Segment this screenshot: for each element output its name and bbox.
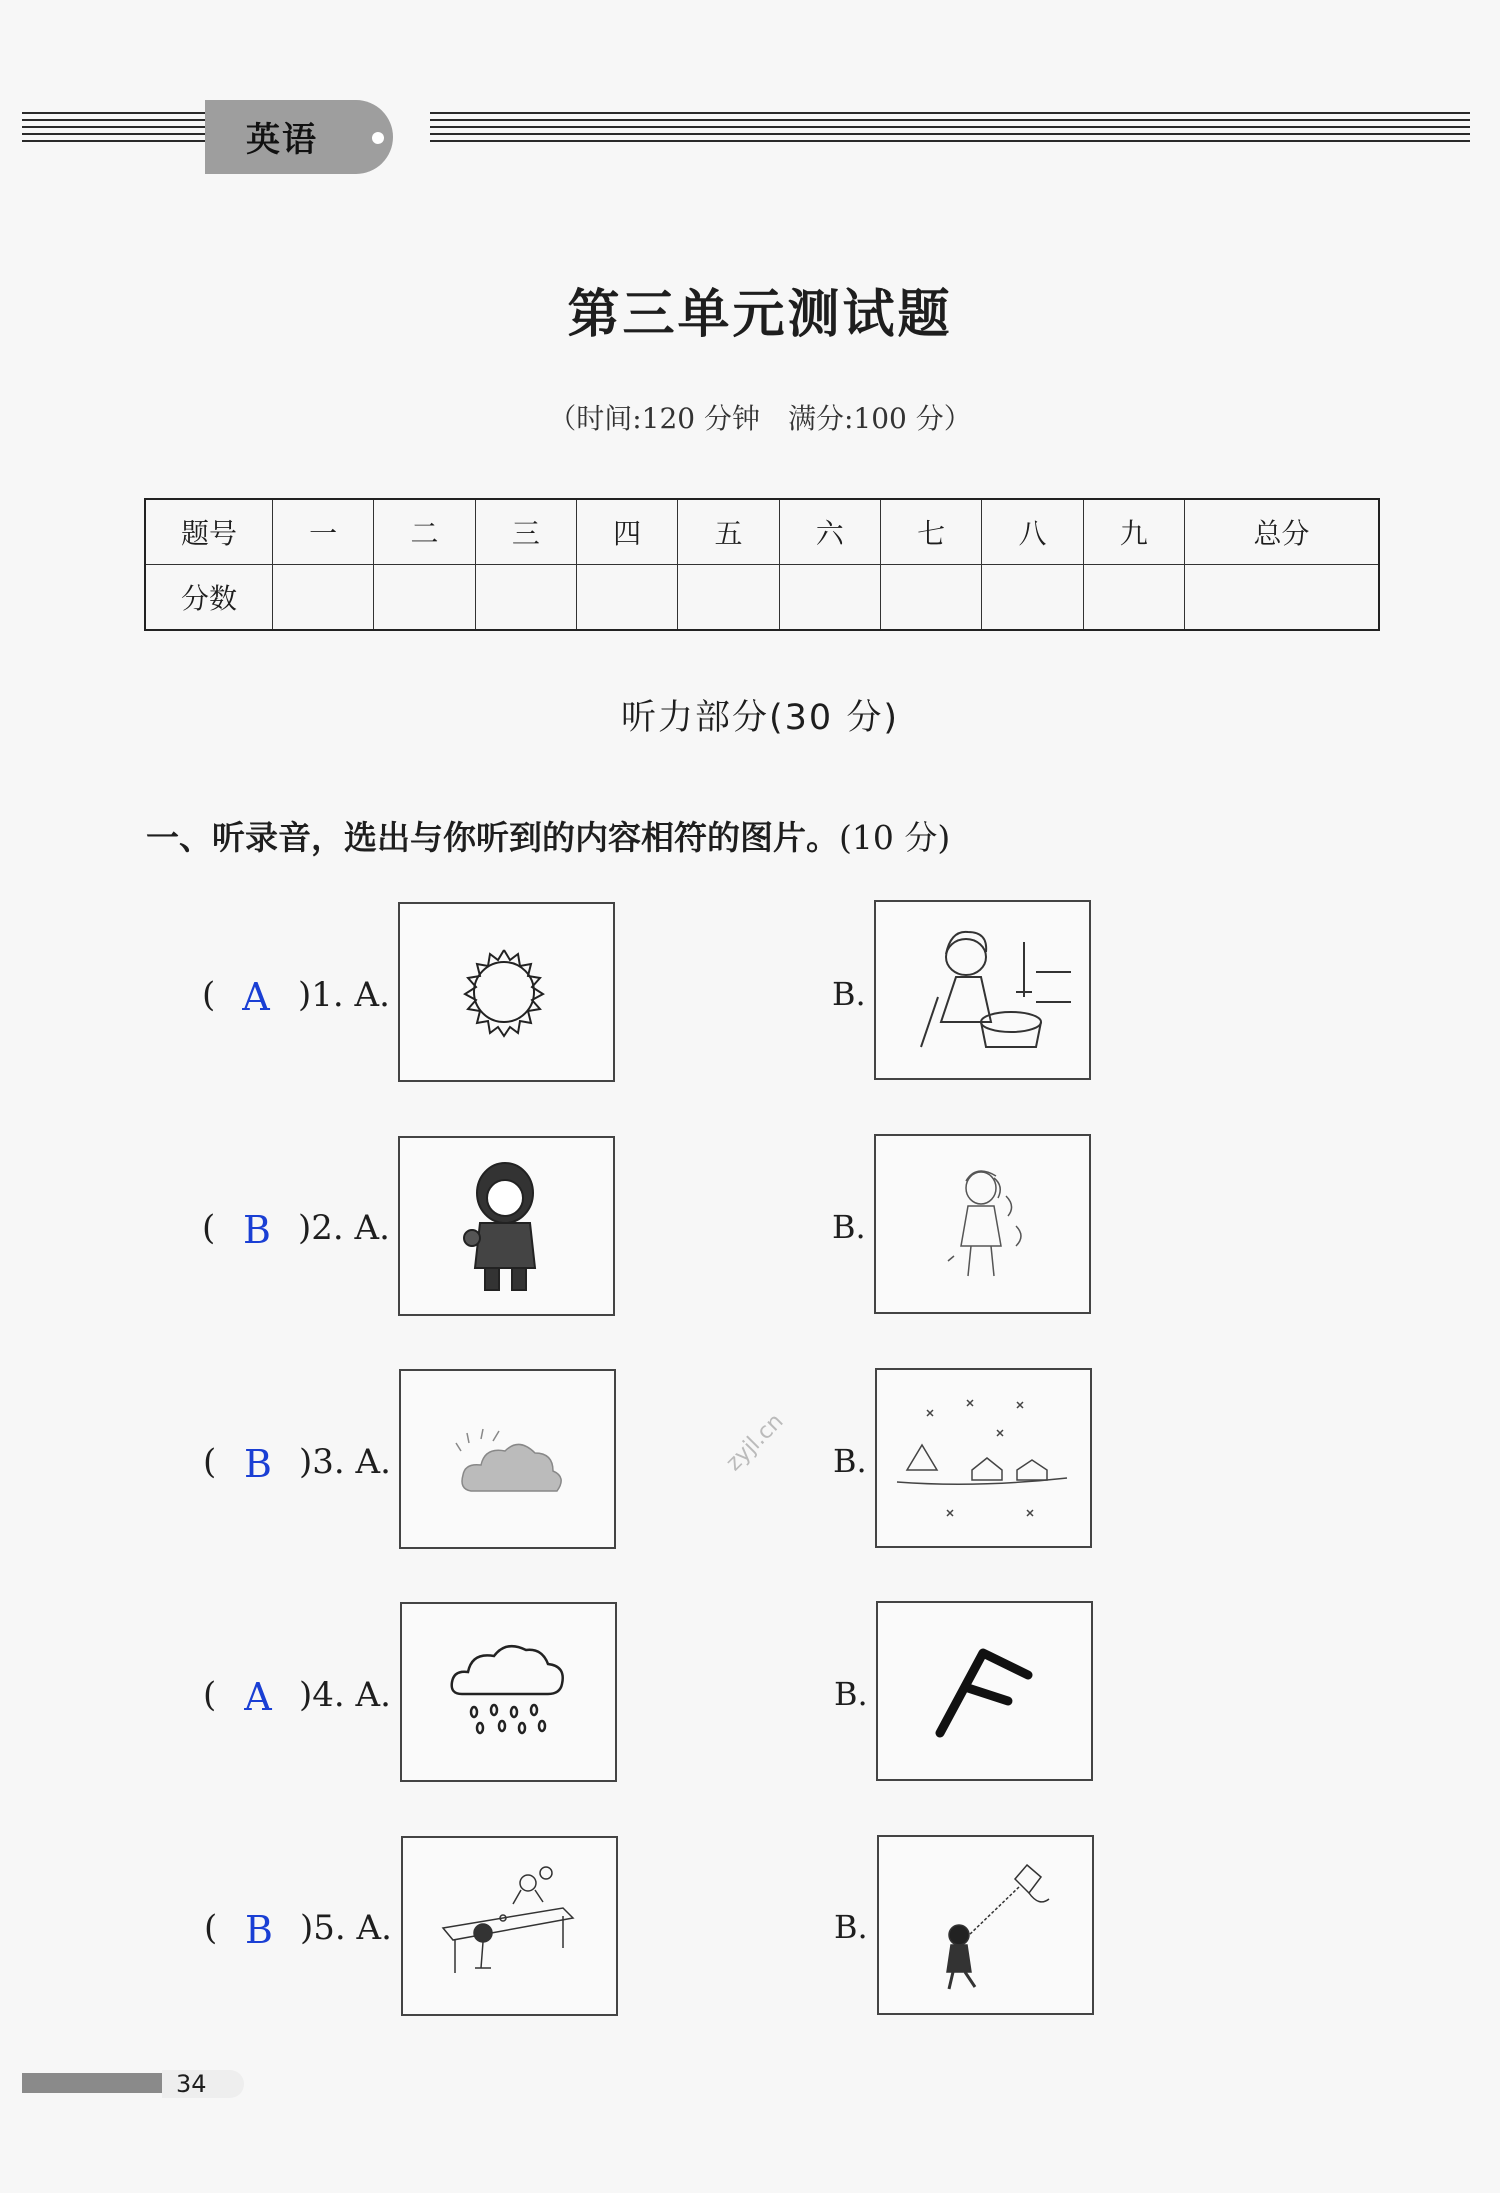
- item-2-option-b-label: B.: [832, 1208, 866, 1246]
- score-cell[interactable]: [576, 565, 677, 631]
- score-col-8: 八: [982, 499, 1083, 565]
- item-5-option-b-label: B.: [834, 1908, 868, 1946]
- watermark: zyjl.cn: [721, 1408, 789, 1477]
- answer-4[interactable]: A: [244, 1675, 272, 1719]
- answer-paren-open: (: [204, 1908, 218, 1948]
- item-1-label: )1. A.: [298, 975, 390, 1015]
- answer-2[interactable]: B: [243, 1208, 271, 1252]
- subject-label: 英语: [246, 120, 318, 160]
- section-title: 听力部分(30 分): [621, 698, 899, 738]
- score-col-total: 总分: [1184, 499, 1379, 565]
- score-cell[interactable]: [475, 565, 576, 631]
- footer-bar: [22, 2073, 162, 2093]
- score-cell[interactable]: [374, 565, 475, 631]
- answer-paren-open: (: [203, 1442, 217, 1482]
- answer-paren-open: (: [202, 975, 216, 1015]
- cloudy-icon: [401, 1371, 614, 1547]
- score-col-5: 五: [678, 499, 779, 565]
- page-title: 第三单元测试题: [567, 284, 953, 345]
- score-col-9: 九: [1083, 499, 1184, 565]
- score-col-6: 六: [779, 499, 880, 565]
- item-5-option-a-image[interactable]: [401, 1836, 618, 2016]
- answer-1[interactable]: A: [242, 975, 270, 1019]
- score-col-1: 一: [273, 499, 374, 565]
- girl-in-wind-icon: [876, 1136, 1089, 1312]
- score-col-3: 三: [475, 499, 576, 565]
- item-2-label: )2. A.: [298, 1208, 390, 1248]
- score-row2-label: 分数: [145, 565, 273, 631]
- answer-paren-open: (: [203, 1675, 217, 1715]
- tab-dot-icon: [372, 132, 384, 144]
- item-3-label: )3. A.: [299, 1442, 391, 1482]
- header-rule-left: [22, 112, 212, 156]
- item-3-option-b-label: B.: [833, 1442, 867, 1480]
- item-2-option-a-image[interactable]: [398, 1136, 615, 1316]
- item-5-label: )5. A.: [300, 1908, 392, 1948]
- item-3-option-b-image[interactable]: [875, 1368, 1092, 1548]
- item-4-option-a-image[interactable]: [400, 1602, 617, 1782]
- item-4-option-b-label: B.: [834, 1675, 868, 1713]
- winter-girl-icon: [400, 1138, 613, 1314]
- item-1-option-a-image[interactable]: [398, 902, 615, 1082]
- item-1-option-b-label: B.: [832, 975, 866, 1013]
- score-col-7: 七: [880, 499, 981, 565]
- page-number: 34: [162, 2070, 244, 2098]
- page-subtitle: （时间:120 分钟 满分:100 分）: [548, 402, 972, 435]
- item-3-option-a-image[interactable]: [399, 1369, 616, 1549]
- item-5-option-b-image[interactable]: [877, 1835, 1094, 2015]
- answer-paren-open: (: [202, 1208, 216, 1248]
- question-1-instruction: 一、听录音，选出与你听到的内容相符的图片。: [146, 818, 839, 857]
- question-1-heading: [146, 812, 950, 859]
- score-cell[interactable]: [880, 565, 981, 631]
- score-cell[interactable]: [982, 565, 1083, 631]
- item-4-label: )4. A.: [299, 1675, 391, 1715]
- snow-scene-icon: [877, 1370, 1090, 1546]
- table-tennis-icon: [403, 1838, 616, 2014]
- answer-5[interactable]: B: [245, 1908, 273, 1952]
- score-row1-label: 题号: [145, 499, 273, 565]
- rain-cloud-icon: [402, 1604, 615, 1780]
- score-col-4: 四: [576, 499, 677, 565]
- wind-symbol-icon: [878, 1603, 1091, 1779]
- score-cell[interactable]: [273, 565, 374, 631]
- item-2-option-b-image[interactable]: [874, 1134, 1091, 1314]
- score-cell[interactable]: [678, 565, 779, 631]
- answer-3[interactable]: B: [244, 1442, 272, 1486]
- kite-boy-icon: [879, 1837, 1092, 2013]
- score-table-score-row: [145, 565, 1379, 631]
- item-1-option-b-image[interactable]: [874, 900, 1091, 1080]
- score-cell[interactable]: [1083, 565, 1184, 631]
- item-4-option-b-image[interactable]: [876, 1601, 1093, 1781]
- score-col-2: 二: [374, 499, 475, 565]
- score-table: [144, 498, 1380, 631]
- sun-icon: [400, 904, 613, 1080]
- score-cell[interactable]: [779, 565, 880, 631]
- question-1-points: (10 分): [839, 818, 951, 857]
- score-cell[interactable]: [1184, 565, 1379, 631]
- score-table-header-row: [145, 499, 1379, 565]
- header-rule-right: [430, 112, 1470, 156]
- cooking-woman-icon: [876, 902, 1089, 1078]
